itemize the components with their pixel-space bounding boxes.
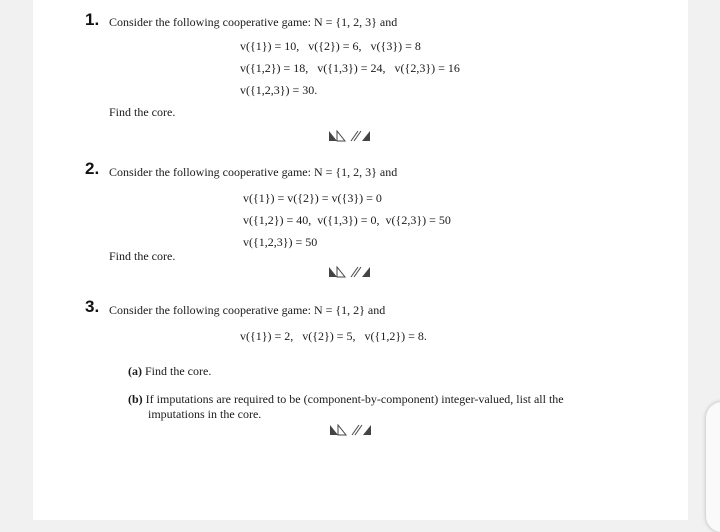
problem-1-task: Find the core. — [109, 105, 176, 119]
side-panel-edge[interactable] — [706, 402, 720, 532]
separator-ornament-icon — [329, 424, 383, 436]
separator-ornament-icon — [328, 266, 382, 278]
separator-ornament-icon — [328, 130, 382, 142]
document-page — [33, 0, 688, 520]
problem-3-line-1: v({1}) = 2, v({2}) = 5, v({1,2}) = 8. — [240, 329, 427, 343]
part-a-label: (a) — [128, 364, 142, 378]
problem-1-line-1: v({1}) = 10, v({2}) = 6, v({3}) = 8 — [240, 39, 421, 53]
problem-2-statement: Consider the following cooperative game: N = {1, 2, 3} and — [109, 165, 398, 179]
problem-1-statement: Consider the following cooperative game: N = {1, 2, 3} and — [109, 15, 398, 29]
part-a-text: Find the core. — [145, 364, 212, 378]
problem-2-line-2: v({1,2}) = 40, v({1,3}) = 0, v({2,3}) = 50 — [243, 213, 451, 227]
problem-2-task: Find the core. — [109, 249, 176, 263]
problem-2-line-1: v({1}) = v({2}) = v({3}) = 0 — [243, 191, 382, 205]
problem-2-line-3: v({1,2,3}) = 50 — [243, 235, 318, 249]
problem-1-line-2: v({1,2}) = 18, v({1,3}) = 24, v({2,3}) = 16 — [240, 61, 460, 75]
part-b-text-continued: imputations in the core. — [148, 407, 262, 421]
problem-3-part-b — [128, 392, 564, 406]
part-b-text: If imputations are required to be (component-by-component) integer-valued, list all the — [145, 392, 564, 406]
problem-3-part-a — [128, 364, 211, 378]
problem-3-number: 3. — [85, 297, 100, 316]
part-b-label: (b) — [128, 392, 143, 406]
problem-1-number: 1. — [85, 10, 100, 29]
problem-2-number: 2. — [85, 159, 100, 178]
problem-1-line-3: v({1,2,3}) = 30. — [240, 83, 318, 97]
problem-3-statement: Consider the following cooperative game: N = {1, 2} and — [109, 303, 386, 317]
